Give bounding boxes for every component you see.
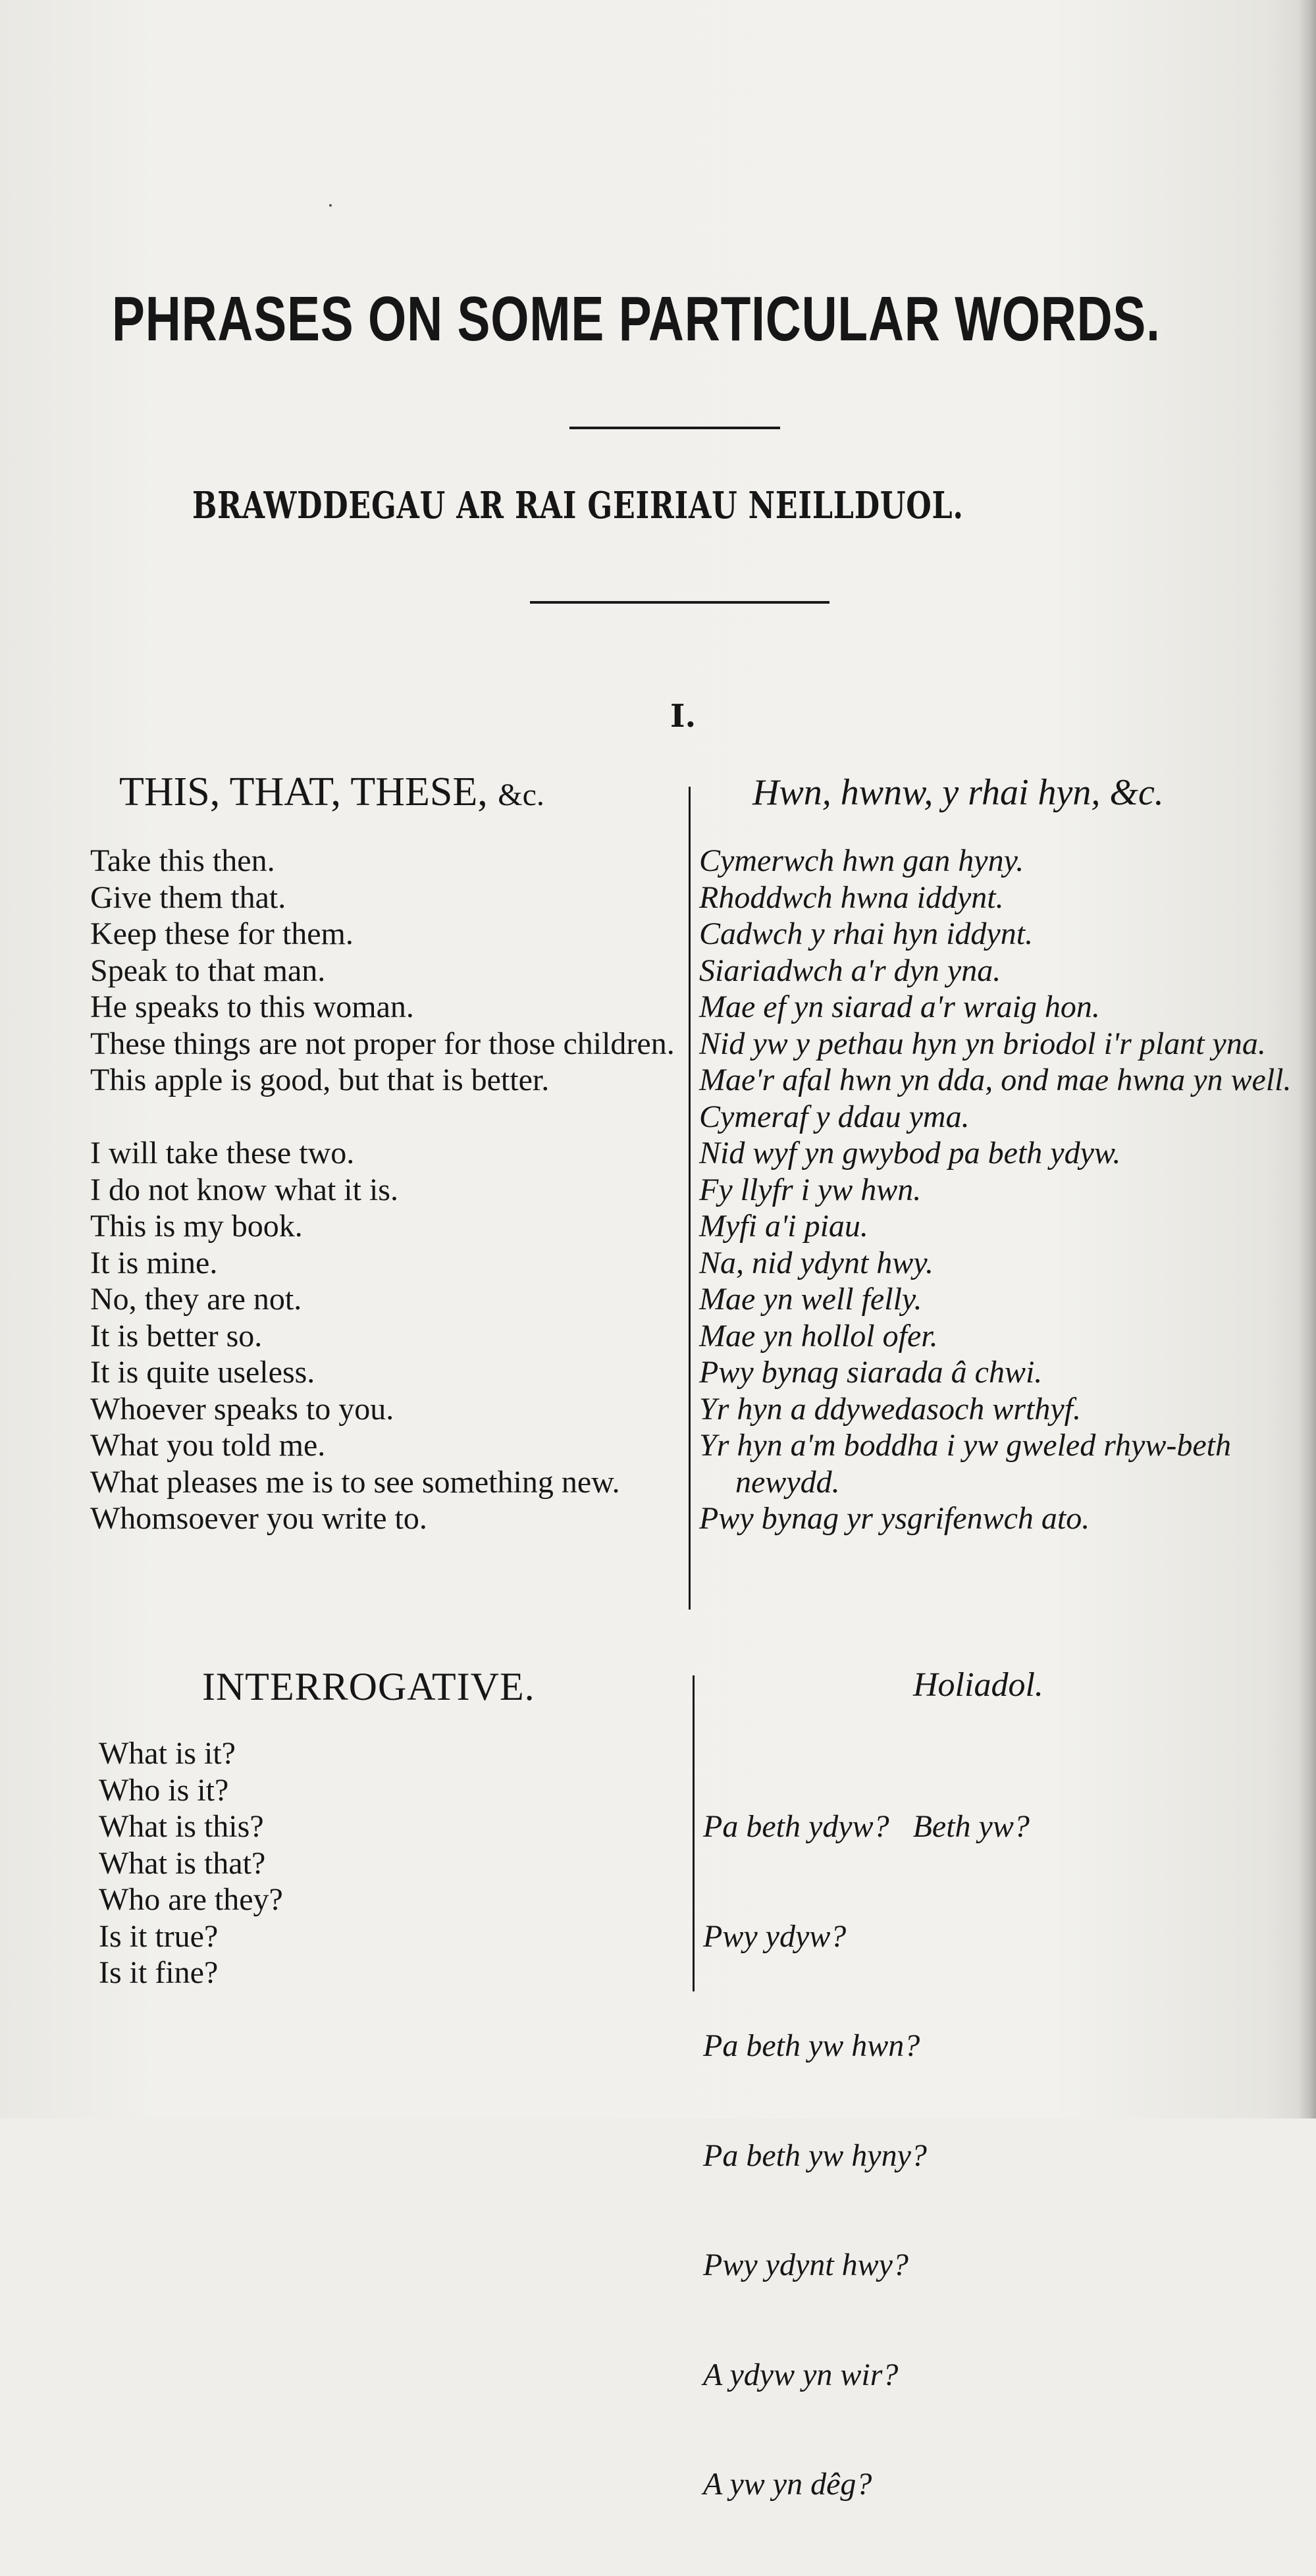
column-divider-interrogative: [693, 1675, 695, 1991]
english-phrases-list: [90, 843, 683, 1537]
heading-en-amp: &c.: [498, 777, 544, 812]
question-cy: Pwy ydyw?: [703, 1918, 847, 1954]
question-cy: A ydyw yn wir?: [703, 2357, 899, 2392]
phrase-en: Give them that.: [90, 880, 286, 915]
phrase-cy: Mae'r afal hwn yn dda, ond mae hwna yn well.: [699, 1063, 1292, 1097]
phrase-cy: Fy llyfr i yw hwn.: [699, 1172, 922, 1207]
phrase-en: This is my book.: [90, 1209, 303, 1244]
phrase-en: It is mine.: [90, 1245, 218, 1280]
subtitle-rule: [530, 601, 829, 604]
heading-en-main: THIS, THAT, THESE,: [119, 770, 498, 814]
phrase-en: Keep these for them.: [90, 916, 354, 951]
question-cy: Pa beth yw hwn?: [703, 2028, 920, 2063]
heading-hwn-hwnw: Hwn, hwnw, y rhai hyn, &c.: [752, 772, 1164, 813]
phrase-cy: Na, nid ydynt hwy.: [699, 1245, 934, 1280]
phrase-cy: Cymeraf y ddau yma.: [699, 1099, 970, 1134]
column-divider-section1: [689, 787, 691, 1610]
phrase-cy: Myfi a'i piau.: [699, 1209, 868, 1244]
phrase-en: What pleases me is to see something new.: [90, 1464, 620, 1500]
page-speck: [329, 204, 332, 207]
question-cy: Pa beth ydyw? Beth yw?: [703, 1809, 1030, 1844]
page-subtitle: BRAWDDEGAU AR RAI GEIRIAU NEILLDUOL.: [192, 484, 964, 527]
question-en: What is it?: [99, 1736, 236, 1771]
phrase-cy: Mae yn well felly.: [699, 1282, 922, 1317]
phrase-en: He speaks to this woman.: [90, 989, 414, 1024]
phrase-cy: Cadwch y rhai hyn iddynt.: [699, 916, 1034, 951]
phrase-en: Take this then.: [90, 843, 275, 878]
question-en: Is it fine?: [99, 1955, 219, 1990]
phrase-en: It is better so.: [90, 1318, 263, 1354]
phrase-en: Speak to that man.: [90, 953, 326, 988]
question-en: Who is it?: [99, 1772, 229, 1808]
section-number: I.: [670, 698, 697, 735]
phrase-cy: Rhoddwch hwna iddynt.: [699, 880, 1004, 915]
heading-holiadol: Holiadol.: [913, 1666, 1043, 1704]
question-cy: Pa beth yw hyny?: [703, 2138, 927, 2173]
question-en: Who are they?: [99, 1882, 283, 1917]
phrase-cy: Yr hyn a ddywedasoch wrthyf.: [699, 1391, 1081, 1427]
phrase-cy: Pwy bynag yr ysgrifenwch ato.: [699, 1501, 1090, 1536]
block-gap: [90, 1099, 683, 1136]
question-en: Is it true?: [99, 1918, 219, 1954]
phrase-en: This apple is good, but that is better.: [90, 1063, 550, 1097]
interrogative-cy-list: [703, 1735, 1282, 2576]
phrase-en: I will take these two.: [90, 1136, 355, 1170]
question-cy: Pwy ydynt hwy?: [703, 2247, 908, 2282]
phrase-cy: Pwy bynag siarada â chwi.: [699, 1355, 1043, 1390]
phrase-en: It is quite useless.: [90, 1355, 315, 1390]
question-en: What is this?: [99, 1809, 264, 1844]
question-en: What is that?: [99, 1845, 266, 1881]
phrase-en: No, they are not.: [90, 1282, 302, 1317]
phrase-cy: Mae ef yn siarad a'r wraig hon.: [699, 989, 1100, 1024]
interrogative-en-list: [99, 1735, 678, 1991]
welsh-phrases-list: [699, 843, 1292, 1537]
phrase-cy: Mae yn hollol ofer.: [699, 1318, 938, 1354]
phrase-en: These things are not proper for those children.: [90, 1026, 675, 1061]
heading-this-that-these: [119, 769, 544, 816]
page-title: PHRASES ON SOME PARTICULAR WORDS.: [112, 284, 1161, 354]
phrase-en: What you told me.: [90, 1428, 326, 1463]
page-edge-shadow: [1298, 0, 1316, 2118]
phrase-en: I do not know what it is.: [90, 1172, 398, 1207]
phrase-cy: Cymerwch hwn gan hyny.: [699, 843, 1024, 878]
phrase-en: Whoever speaks to you.: [90, 1391, 394, 1427]
phrase-cy: Nid yw y pethau hyn yn briodol i'r plant yna.: [699, 1026, 1266, 1061]
title-rule: [569, 427, 780, 429]
phrase-cy: Yr hyn a'm boddha i yw gweled rhyw-beth newydd.: [699, 1428, 1231, 1500]
phrase-cy: Siariadwch a'r dyn yna.: [699, 953, 1001, 988]
question-cy: A yw yn dêg?: [703, 2467, 872, 2502]
phrase-en: Whomsoever you write to.: [90, 1501, 427, 1536]
phrase-cy: Nid wyf yn gwybod pa beth ydyw.: [699, 1136, 1121, 1170]
heading-interrogative: INTERROGATIVE.: [202, 1665, 535, 1708]
